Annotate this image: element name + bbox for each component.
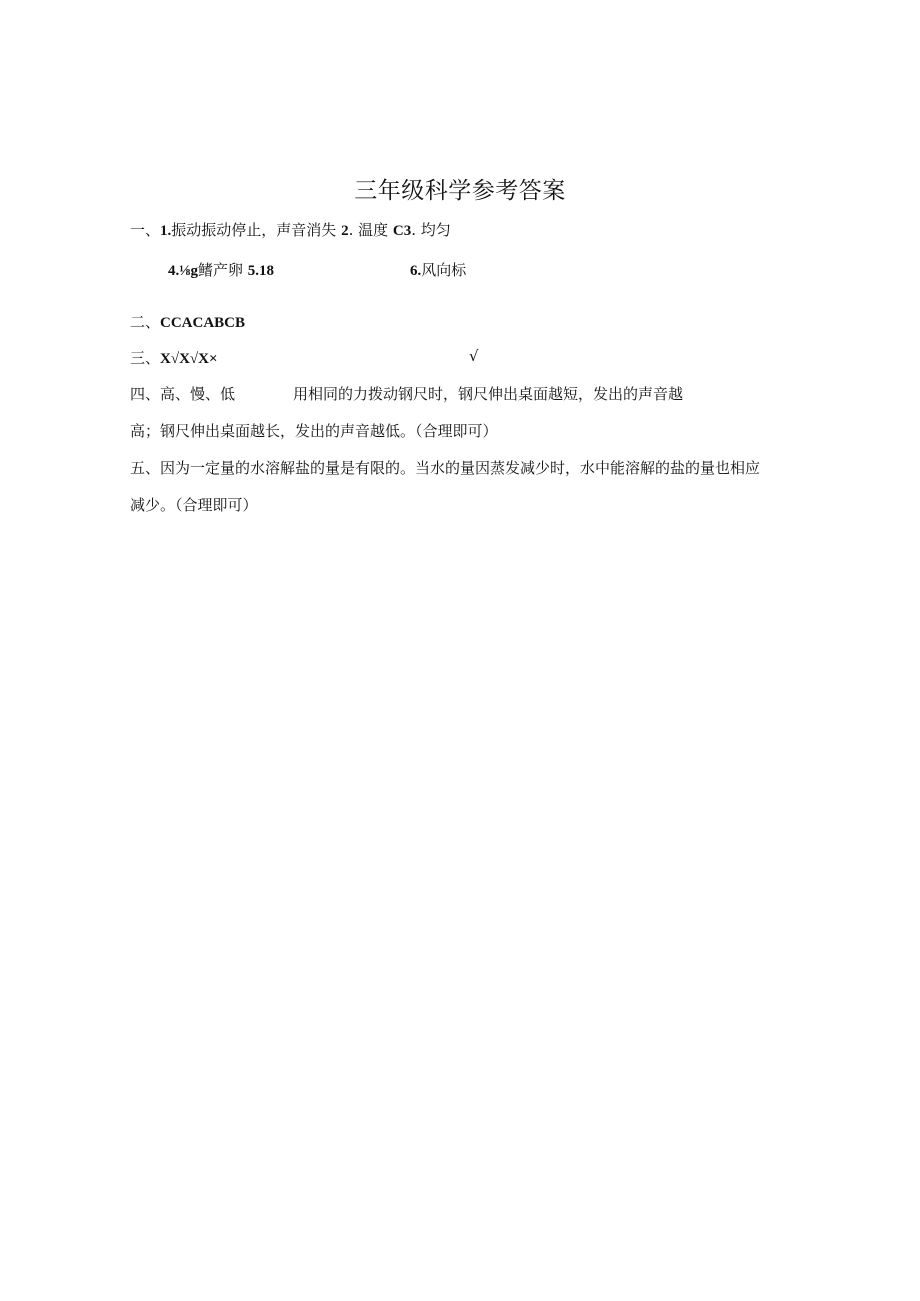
q1-answer: 振动振动停止，声音消失 bbox=[171, 221, 337, 239]
section3-prefix: 三、 bbox=[130, 349, 161, 367]
section5-text2: 减少。（合理即可） bbox=[130, 496, 258, 514]
q6-number: 6. bbox=[410, 263, 422, 279]
section1-line2 bbox=[168, 259, 274, 280]
q3-number: C3 bbox=[392, 223, 412, 239]
q4-number: 4.⅛g bbox=[168, 263, 198, 279]
q5-number: 5.18 bbox=[247, 263, 275, 279]
section2-prefix: 二、 bbox=[130, 313, 161, 331]
section4-text2: 高；钢尺伸出桌面越长，发出的声音越低。（合理即可） bbox=[130, 422, 498, 440]
q4-answer: 鳍产卵 bbox=[198, 261, 244, 279]
section4-text1: 用相同的力拨动钢尺时，钢尺伸出桌面越短，发出的声音越 bbox=[293, 385, 684, 403]
section5-text1: 五、因为一定量的水溶解盐的量是有限的。当水的量因蒸发减少时，水中能溶解的盐的量也相应 bbox=[130, 459, 761, 477]
section4-prefix: 四、高、慢、低 bbox=[130, 385, 236, 403]
section1-prefix: 一、 bbox=[130, 221, 161, 239]
q1-number: 1. bbox=[160, 223, 172, 239]
page-title: 三年级科学参考答案 bbox=[354, 178, 566, 204]
section3-line bbox=[130, 347, 218, 368]
section3-answers: X√X√X× bbox=[160, 351, 218, 367]
q6-answer: 风向标 bbox=[421, 261, 467, 279]
q6-answer-block bbox=[410, 259, 466, 280]
q3-answer: . 均匀 bbox=[411, 221, 451, 239]
section3-extra-answer: √ bbox=[469, 347, 479, 365]
q2-number: 2 bbox=[341, 223, 349, 239]
section2-answers: CCACABCB bbox=[160, 315, 246, 331]
q2-answer: . 温度 bbox=[348, 221, 389, 239]
section1-line1 bbox=[130, 219, 451, 240]
section2-line bbox=[130, 311, 245, 332]
